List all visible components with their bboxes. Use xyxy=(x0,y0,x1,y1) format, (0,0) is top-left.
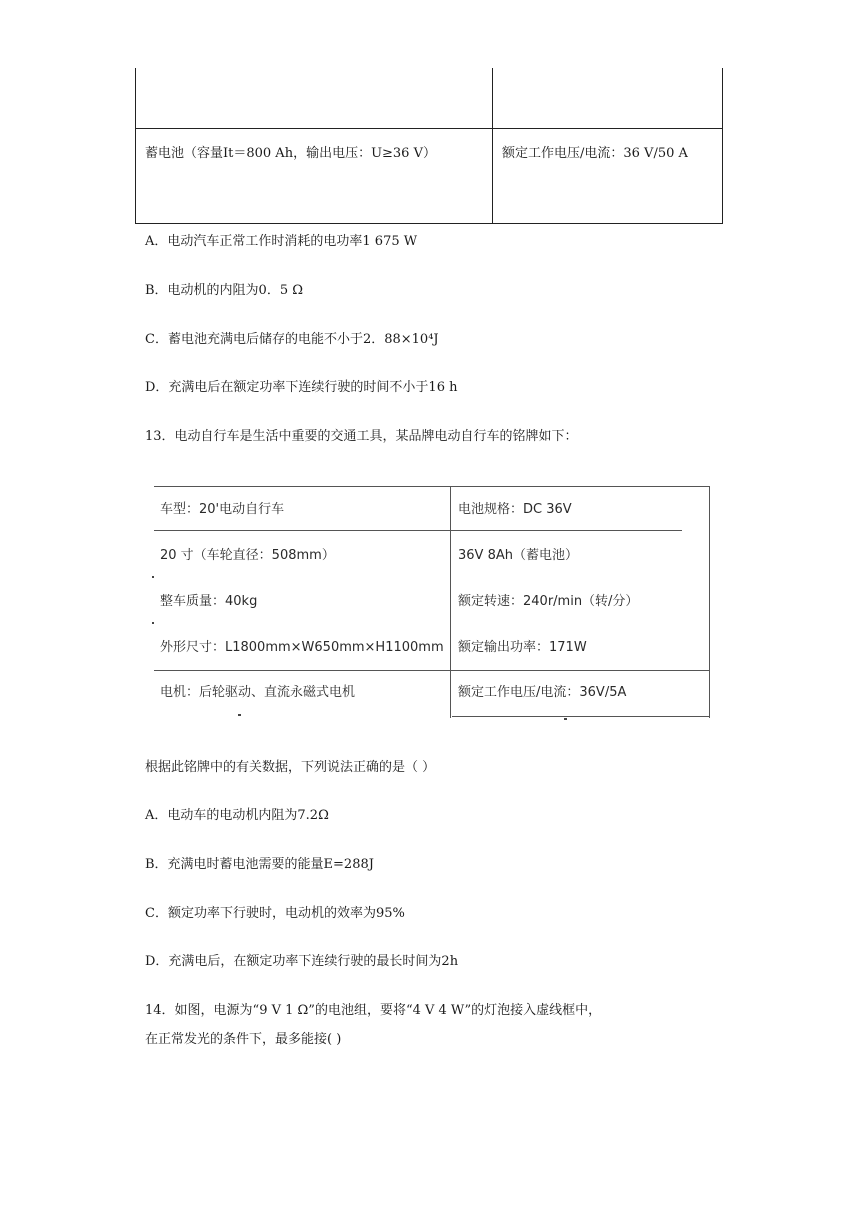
scan-speck xyxy=(152,622,154,624)
scan-speck xyxy=(564,718,567,720)
plate-cell-battery: 36V 8Ah（蓄电池） xyxy=(458,548,578,563)
q14-line-2: 在正常发光的条件下，最多能接( ) xyxy=(145,1032,342,1047)
q13-question: 根据此铭牌中的有关数据，下列说法正确的是（ ） xyxy=(145,760,436,775)
q13-option-a: A．电动车的电动机内阻为7.2Ω xyxy=(145,808,329,823)
q13-option-c: C．额定功率下行驶时，电动机的效率为95% xyxy=(145,906,405,921)
table-cell-battery: 蓄电池（容量It＝800 Ah，输出电压：U≥36 V） xyxy=(145,146,436,161)
table-border-middle xyxy=(492,68,493,224)
q13-stem: 13．电动自行车是生活中重要的交通工具，某品牌电动自行车的铭牌如下： xyxy=(145,429,578,444)
plate-border-right xyxy=(709,486,710,718)
plate-border-middle xyxy=(450,486,451,718)
table-row-divider xyxy=(135,128,723,129)
q12-option-b: B．电动机的内阻为0．5 Ω xyxy=(145,283,304,298)
plate-cell-model: 车型：20'电动自行车 xyxy=(160,502,285,517)
scan-speck xyxy=(152,576,154,578)
plate-cell-rated-voltage: 额定工作电压/电流：36V/5A xyxy=(458,685,627,700)
q12-option-c: C．蓄电池充满电后储存的电能不小于2．88×10⁴J xyxy=(145,332,439,347)
plate-border-bottom xyxy=(452,716,710,717)
q14-line-1: 14．如图，电源为“9 V 1 Ω”的电池组，要将“4 V 4 W”的灯泡接入虚线框中， xyxy=(145,1003,602,1018)
table-cell-rated-voltage: 额定工作电压/电流：36 V/50 A xyxy=(502,146,688,161)
plate-row-divider xyxy=(154,670,710,671)
q12-option-a: A．电动汽车正常工作时消耗的电功率1 675 W xyxy=(145,234,418,249)
q13-option-b: B．充满电时蓄电池需要的能量E=288J xyxy=(145,857,374,872)
plate-cell-battery-spec: 电池规格：DC 36V xyxy=(458,502,572,517)
plate-cell-mass: 整车质量：40kg xyxy=(160,594,258,609)
q12-option-d: D．充满电后在额定功率下连续行驶的时间不小于16 h xyxy=(145,380,458,395)
table-border-bottom xyxy=(135,223,723,224)
plate-border-top xyxy=(154,486,710,487)
q13-option-d: D．充满电后，在额定功率下连续行驶的最长时间为2h xyxy=(145,954,459,969)
plate-cell-motor: 电机：后轮驱动、直流永磁式电机 xyxy=(160,685,356,700)
scan-speck xyxy=(238,714,241,716)
table-border-left xyxy=(135,68,136,224)
plate-cell-dimensions: 外形尺寸：L1800mm×W650mm×H1100mm xyxy=(160,640,444,655)
table-border-right xyxy=(722,68,723,224)
plate-row-divider xyxy=(154,530,682,531)
plate-cell-output-power: 额定输出功率：171W xyxy=(458,640,587,655)
nameplate-table xyxy=(152,478,712,720)
plate-cell-rated-speed: 额定转速：240r/min（转/分） xyxy=(458,594,639,609)
plate-cell-wheel: 20 寸（车轮直径：508mm） xyxy=(160,548,335,563)
